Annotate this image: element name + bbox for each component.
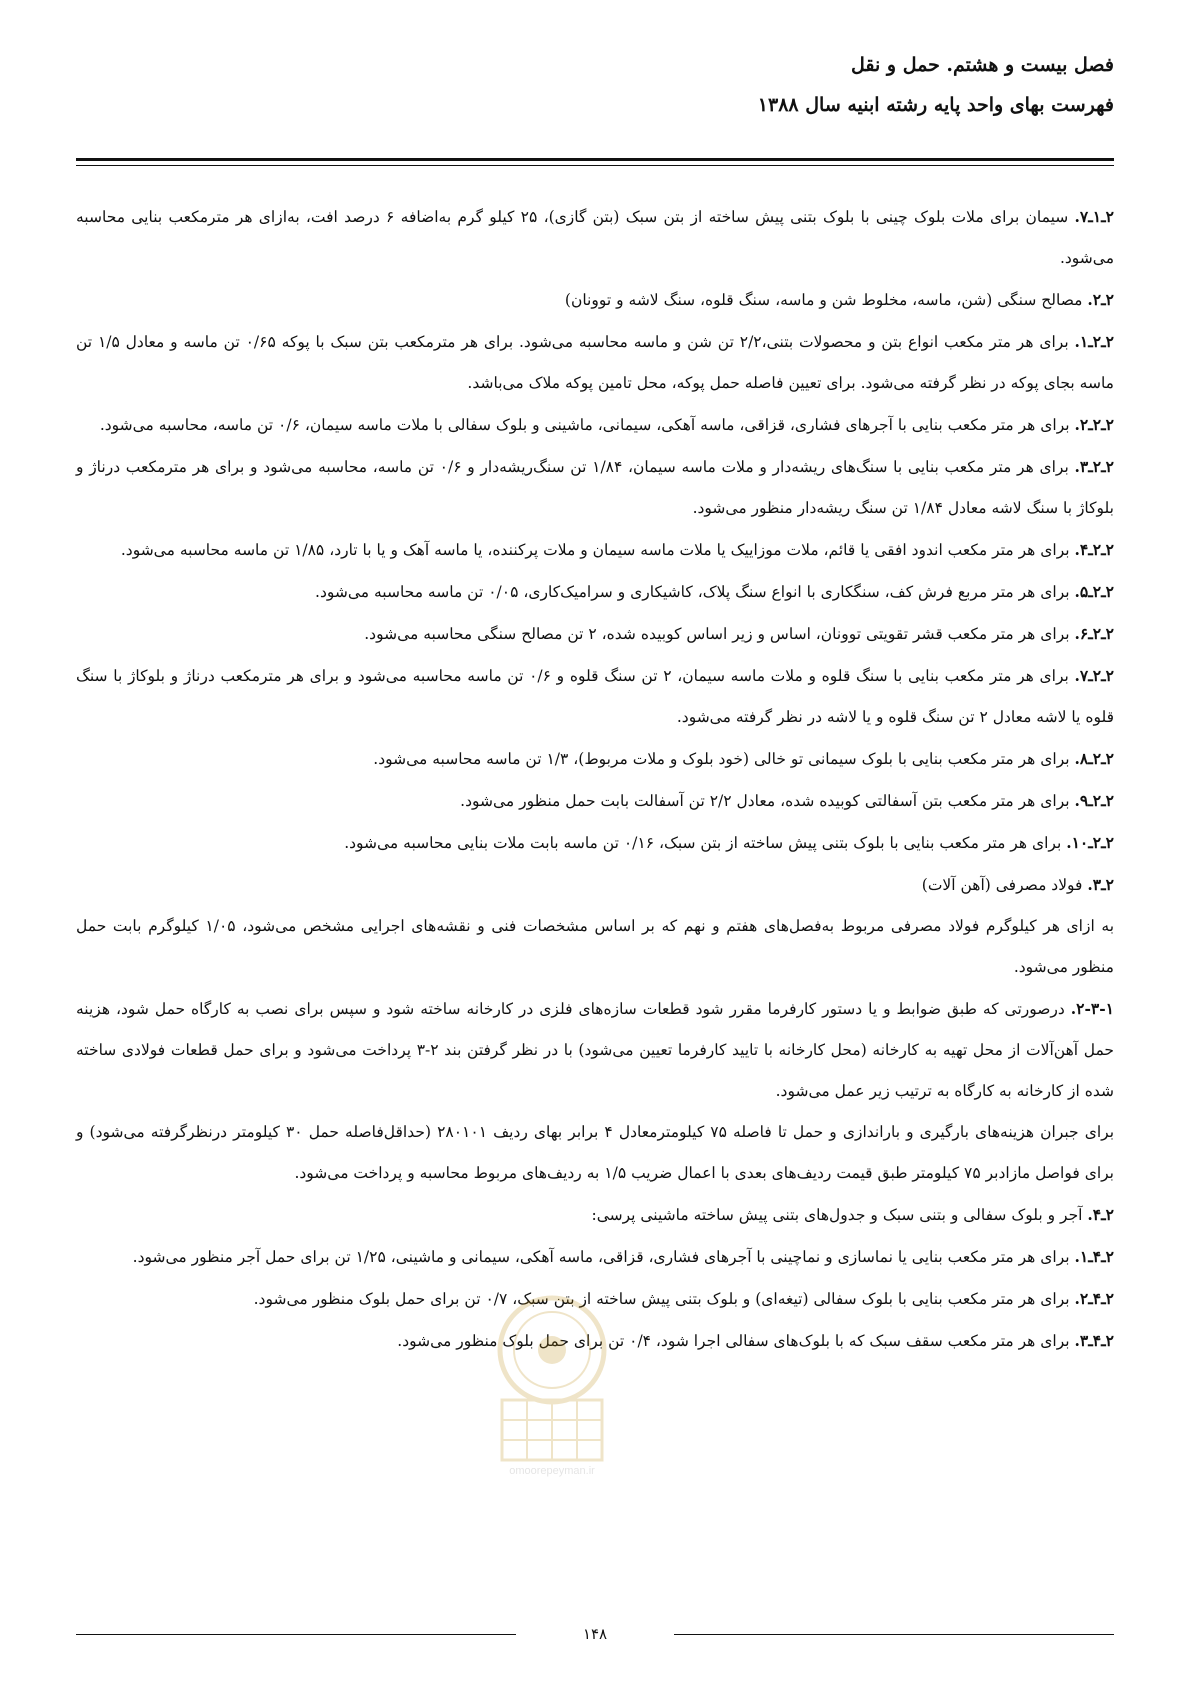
paragraph xyxy=(76,279,1114,321)
paragraph xyxy=(76,1194,1114,1236)
paragraph xyxy=(76,822,1114,864)
clause-number: ۲ـ۱ـ۷. xyxy=(1074,207,1114,226)
clause-text: به ازای هر کیلوگرم فولاد مصرفی مربوط به‌فصل‌های هفتم و نهم که بر اساس مشخصات فنی و نقشه‌های اجرایی مشخص می‌شود، ۱/۰۵ کیلوگرم بابت حمل منظور می‌شود. xyxy=(76,917,1115,976)
clause-number: ۲ـ۲ـ۶. xyxy=(1074,624,1114,643)
clause-number: ۲ـ۲ـ۴. xyxy=(1074,540,1114,559)
page-footer xyxy=(76,1624,1114,1644)
clause-text: درصورتی که طبق ضوابط و یا دستور کارفرما مقرر شود قطعات سازه‌های فلزی در کارخانه ساخته شود و سپس برای نصب به کارگاه حمل شود، هزینه حمل آهن‌آلات از محل تهیه به کارخانه (محل کارخانه با تایید کارفرما تعیین می‌شود) با در نظر گرفتن بند ۲-۳ پرداخت می‌شود و برای حمل قطعات فولادی ساخته شده از کارخانه به کارگاه به ترتیب زیر عمل می‌شود. xyxy=(76,1000,1114,1100)
clause-number: ۲ـ۲ـ۷. xyxy=(1074,666,1114,685)
clause-text: برای هر متر مربع فرش کف، سنگکاری با انواع سنگ پلاک، کاشیکاری و سرامیک‌کاری، ۰/۰۵ تن ماسه محاسبه می‌شود. xyxy=(315,583,1075,601)
header-divider-thin xyxy=(76,165,1114,166)
clause-text: فولاد مصرفی (آهن آلات) xyxy=(921,876,1088,894)
clause-text: برای هر متر مکعب بنایی یا نماسازی و نماچینی با آجرهای فشاری، قزاقی، ماسه آهکی، سیمانی و ماشینی، ۱/۲۵ تن برای حمل آجر منظور می‌شود. xyxy=(132,1248,1075,1266)
clause-number: ۲ـ۲ـ۱۰. xyxy=(1066,833,1114,852)
paragraph xyxy=(76,1278,1114,1320)
clause-number: ۲ـ۲ـ۹. xyxy=(1074,791,1114,810)
paragraph xyxy=(76,446,1114,529)
paragraph xyxy=(76,571,1114,613)
clause-text: برای هر متر مکعب سقف سبک که با بلوک‌های سفالی اجرا شود، ۰/۴ تن برای حمل بلوک منظور می‌شود. xyxy=(397,1332,1075,1350)
paragraph xyxy=(76,864,1114,906)
clause-number: ۲ـ۲ـ۱. xyxy=(1074,332,1114,351)
paragraph xyxy=(76,988,1114,1112)
paragraph xyxy=(76,1236,1114,1278)
clause-text: برای هر متر مکعب قشر تقویتی توونان، اساس و زیر اساس کوبیده شده، ۲ تن مصالح سنگی محاسبه می‌شود. xyxy=(364,625,1075,643)
price-list-title: فهرست بهای واحد پایه رشته ابنیه سال ۱۳۸۸ xyxy=(757,94,1114,116)
clause-text: برای جبران هزینه‌های بارگیری و باراندازی و حمل تا فاصله ۷۵ کیلومترمعادل ۴ برابر بهای ردیف ۲۸۰۱۰۱ (حداقل‌فاصله حمل ۳۰ کیلومتر درنظرگرفته می‌شود) و برای فواصل مازادبر ۷۵ کیلومتر طبق قیمت ردیف‌های بعدی با اعمال ضریب ۱/۵ به ردیف‌های مربوط محاسبه و پرداخت می‌شود. xyxy=(76,1123,1115,1182)
clause-number: ۲ـ۳. xyxy=(1087,875,1114,894)
clause-number: ۲ـ۴. xyxy=(1087,1205,1114,1224)
clause-number: ۲ـ۴ـ۲. xyxy=(1074,1289,1114,1308)
paragraph xyxy=(76,404,1114,446)
page-header xyxy=(76,52,1114,118)
chapter-title: فصل بیست و هشتم. حمل و نقل xyxy=(851,54,1114,76)
clause-number: ۲ـ۲. xyxy=(1087,290,1114,309)
paragraph xyxy=(76,613,1114,655)
clause-text: آجر و بلوک سفالی و بتنی سبک و جدول‌های بتنی پیش ساخته ماشینی پرسی: xyxy=(591,1206,1088,1224)
header-divider-thick xyxy=(76,158,1114,161)
clause-text: برای هر متر مکعب بنایی با سنگ‌های ریشه‌دار و ملات ماسه سیمان، ۱/۸۴ تن سنگ‌ریشه‌دار و ۰/۶ تن ماسه، محاسبه می‌شود و برای هر مترمکعب درناژ و بلوکاژ با سنگ لاشه معادل ۱/۸۴ تن سنگ ریشه‌دار منظور می‌شود. xyxy=(76,458,1114,517)
clause-text: سیمان برای ملات بلوک چینی با بلوک بتنی پیش ساخته از بتن سبک (بتن گازی)، ۲۵ کیلو گرم به‌اضافه ۶ درصد افت، به‌ازای هر مترمکعب بنایی محاسبه می‌شود. xyxy=(76,208,1114,267)
paragraph xyxy=(76,738,1114,780)
paragraph xyxy=(76,1112,1114,1194)
clause-text: برای هر متر مکعب بنایی با بلوک بتنی پیش ساخته از بتن سبک، ۰/۱۶ تن ماسه بابت ملات بنایی محاسبه می‌شود. xyxy=(344,834,1067,852)
clause-number: ۲ـ۲ـ۵. xyxy=(1074,582,1114,601)
paragraph xyxy=(76,321,1114,404)
paragraph xyxy=(76,1320,1114,1362)
body-text xyxy=(76,196,1114,1362)
clause-number: ۲ـ۲ـ۸. xyxy=(1074,749,1114,768)
clause-text: مصالح سنگی (شن، ماسه، مخلوط شن و ماسه، سنگ قلوه، سنگ لاشه و توونان) xyxy=(564,291,1088,309)
paragraph xyxy=(76,196,1114,279)
clause-text: برای هر متر مکعب بنایی با سنگ قلوه و ملات ماسه سیمان، ۲ تن سنگ قلوه و ۰/۶ تن ماسه محاسبه می‌شود و برای هر مترمکعب درناژ و بلوکاژ با سنگ قلوه یا لاشه معادل ۲ تن سنگ قلوه و یا لاشه در نظر گرفته می‌شود. xyxy=(76,667,1114,726)
clause-number: ۲-۳-۱. xyxy=(1070,999,1114,1018)
clause-number: ۲ـ۲ـ۳. xyxy=(1074,457,1114,476)
watermark-url: omoorepeyman.ir xyxy=(509,1465,595,1477)
clause-text: برای هر متر مکعب بنایی با بلوک سفالی (تیغه‌ای) و بلوک بتنی پیش ساخته از بتن سبک، ۰/۷ تن برای حمل بلوک منظور می‌شود. xyxy=(253,1290,1075,1308)
paragraph xyxy=(76,529,1114,571)
clause-text: برای هر متر مکعب اندود افقی یا قائم، ملات موزاییک یا ملات ماسه سیمان و ملات پرکننده، یا ماسه آهک و یا با تارد، ۱/۸۵ تن ماسه محاسبه می‌شود. xyxy=(120,541,1075,559)
clause-number: ۲ـ۴ـ۱. xyxy=(1074,1247,1114,1266)
page-number: ۱۴۸ xyxy=(582,1625,608,1643)
paragraph xyxy=(76,906,1114,988)
clause-text: برای هر متر مکعب بنایی با آجرهای فشاری، قزاقی، ماسه آهکی، سیمانی، ماشینی و بلوک سفالی با ملات ماسه سیمان، ۰/۶ تن ماسه، محاسبه می‌شود. xyxy=(99,416,1075,434)
clause-text: برای هر متر مکعب بنایی با بلوک سیمانی تو خالی (خود بلوک و ملات مربوط)، ۱/۳ تن ماسه محاسبه می‌شود. xyxy=(373,750,1075,768)
clause-number: ۲ـ۴ـ۳. xyxy=(1074,1331,1114,1350)
clause-number: ۲ـ۲ـ۲. xyxy=(1074,415,1114,434)
clause-text: برای هر متر مکعب بتن آسفالتی کوبیده شده، معادل ۲/۲ تن آسفالت بابت حمل منظور می‌شود. xyxy=(460,792,1075,810)
paragraph xyxy=(76,780,1114,822)
clause-text: برای هر متر مکعب انواع بتن و محصولات بتنی،۲/۲ تن شن و ماسه محاسبه می‌شود. برای هر مترمکعب بتن سبک با پوکه ۰/۶۵ تن ماسه و معادل ۱/۵ تن ماسه بجای پوکه در نظر گرفته می‌شود. برای تعیین فاصله حمل پوکه، محل تامین پوکه ملاک می‌باشد. xyxy=(76,333,1114,392)
paragraph xyxy=(76,655,1114,738)
